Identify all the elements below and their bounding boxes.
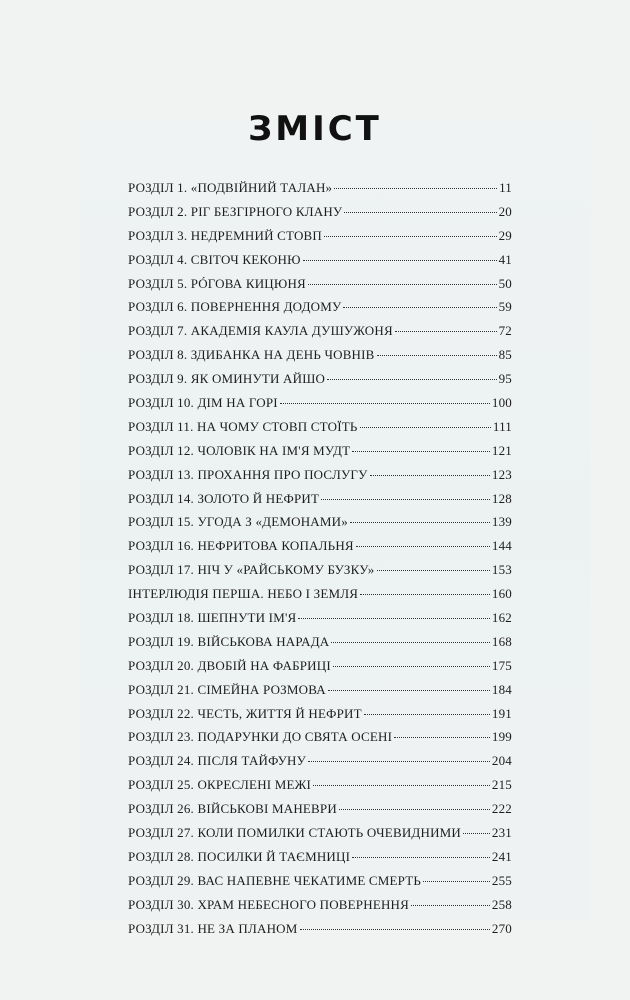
toc-entry-page: 153 (491, 562, 512, 578)
toc-dot-leader (308, 284, 497, 285)
toc-entry (128, 610, 512, 634)
toc-entry (128, 801, 512, 825)
toc-entry-title: РОЗДІЛ 10. ДІМ НА ГОРІ (128, 395, 278, 411)
toc-entry-title: РОЗДІЛ 1. «ПОДВІЙНИЙ ТАЛАН» (128, 180, 333, 195)
toc-dot-leader (463, 833, 490, 834)
toc-entry-page: 121 (491, 442, 512, 458)
toc-dot-leader (303, 260, 497, 261)
toc-entry (128, 634, 512, 658)
toc-entry (128, 252, 512, 276)
toc-entry-title: РОЗДІЛ 28. ПОСИЛКИ Й ТАЄМНИЦІ (128, 848, 351, 864)
toc-entry (128, 753, 512, 777)
toc-entry (128, 921, 512, 945)
toc-entry (128, 371, 512, 395)
toc-entry-page: 144 (491, 538, 512, 554)
toc-dot-leader (308, 761, 490, 762)
toc-entry-title: РОЗДІЛ 15. УГОДА З «ДЕМОНАМИ» (128, 514, 348, 530)
toc-dot-leader (300, 929, 490, 930)
toc-entry (128, 514, 512, 538)
toc-dot-leader (370, 475, 490, 476)
toc-entry-title: РОЗДІЛ 13. ПРОХАННЯ ПРО ПОСЛУГУ (128, 466, 368, 482)
toc-entry-title: РОЗДІЛ 25. ОКРЕСЛЕНІ МЕЖІ (128, 777, 312, 793)
toc-entry-title: РОЗДІЛ 3. НЕДРЕМНИЙ СТОВП (128, 227, 322, 243)
toc-entry-title: РОЗДІЛ 21. СІМЕЙНА РОЗМОВА (128, 681, 326, 697)
toc-entry (128, 395, 512, 419)
toc-entry-title: РОЗДІЛ 11. НА ЧОМУ СТОВП СТОЇТЬ (128, 418, 358, 434)
toc-entry-title: РОЗДІЛ 16. НЕФРИТОВА КОПАЛЬНЯ (128, 538, 354, 554)
toc-entry-title: РОЗДІЛ 2. РІГ БЕЗГІРНОГО КЛАНУ (128, 203, 343, 219)
toc-entry (128, 873, 512, 897)
toc-entry (128, 276, 512, 300)
toc-entry-title: РОЗДІЛ 20. ДВОБІЙ НА ФАБРИЦІ (128, 657, 331, 673)
toc-entry (128, 825, 512, 849)
toc-entry-page: 270 (491, 920, 512, 936)
toc-entry-page: 231 (491, 825, 512, 841)
toc-dot-leader (395, 331, 497, 332)
toc-entry-title: РОЗДІЛ 23. ПОДАРУНКИ ДО СВЯТА ОСЕНІ (128, 729, 393, 745)
toc-entry-page: 215 (491, 777, 512, 793)
toc-entry-title: РОЗДІЛ 31. НЕ ЗА ПЛАНОМ (128, 920, 298, 936)
toc-entry-page: 168 (491, 633, 512, 649)
toc-dot-leader (321, 499, 490, 500)
toc-entry-page: 100 (491, 395, 512, 411)
toc-entry-title: РОЗДІЛ 5. РÓГОВА КИЦЮНЯ (128, 275, 306, 291)
toc-dot-leader (331, 642, 489, 643)
toc-entry-page: 85 (498, 347, 512, 363)
toc-entry-page: 241 (491, 848, 512, 864)
toc-entry-page: 20 (498, 203, 512, 219)
page-title: ЗМІСТ (248, 108, 382, 149)
toc-entry-page: 160 (491, 586, 512, 602)
toc-entry-page: 255 (491, 872, 512, 888)
toc-dot-leader (327, 379, 496, 380)
toc-entry-page: 139 (491, 514, 512, 530)
toc-entry-page: 199 (491, 729, 512, 745)
toc-entry (128, 729, 512, 753)
toc-entry-page: 95 (498, 371, 512, 387)
toc-entry-title: РОЗДІЛ 9. ЯК ОМИНУТИ АЙШО (128, 371, 326, 387)
table-of-contents (128, 180, 512, 945)
toc-entry (128, 204, 512, 228)
toc-entry-title: РОЗДІЛ 7. АКАДЕМІЯ КАУЛА ДУШУЖОНЯ (128, 323, 393, 339)
toc-entry (128, 323, 512, 347)
toc-entry-title: РОЗДІЛ 6. ПОВЕРНЕННЯ ДОДОМУ (128, 299, 342, 315)
toc-entry-title: РОЗДІЛ 17. НІЧ У «РАЙСЬКОМУ БУЗКУ» (128, 562, 375, 578)
toc-entry (128, 228, 512, 252)
toc-dot-leader (377, 570, 490, 571)
toc-entry-page: 111 (492, 418, 512, 434)
toc-entry-page: 123 (491, 466, 512, 482)
toc-entry-page: 258 (491, 896, 512, 912)
toc-entry-page: 59 (498, 299, 512, 315)
toc-dot-leader (280, 403, 490, 404)
toc-dot-leader (324, 236, 497, 237)
toc-entry (128, 299, 512, 323)
toc-entry (128, 706, 512, 730)
toc-dot-leader (411, 905, 490, 906)
toc-entry-page: 11 (499, 180, 512, 195)
toc-entry (128, 419, 512, 443)
toc-entry-title: РОЗДІЛ 8. ЗДИБАНКА НА ДЕНЬ ЧОВНІВ (128, 347, 375, 363)
toc-dot-leader (339, 809, 490, 810)
toc-entry-page: 162 (491, 610, 512, 626)
toc-dot-leader (360, 594, 490, 595)
toc-dot-leader (394, 737, 490, 738)
toc-entry (128, 586, 512, 610)
toc-entry-title: РОЗДІЛ 14. ЗОЛОТО Й НЕФРИТ (128, 490, 320, 506)
toc-entry-page: 222 (491, 801, 512, 817)
toc-entry (128, 538, 512, 562)
toc-entry-page: 29 (498, 227, 512, 243)
toc-entry-title: РОЗДІЛ 4. СВІТОЧ КЕКОНЮ (128, 251, 301, 267)
toc-entry-title: РОЗДІЛ 29. ВАС НАПЕВНЕ ЧЕКАТИМЕ СМЕРТЬ (128, 872, 422, 888)
toc-dot-leader (344, 212, 496, 213)
toc-entry-page: 175 (491, 657, 512, 673)
toc-entry-page: 72 (498, 323, 512, 339)
toc-entry-page: 191 (491, 705, 512, 721)
toc-entry (128, 849, 512, 873)
toc-entry-page: 184 (491, 681, 512, 697)
toc-dot-leader (328, 690, 490, 691)
toc-entry (128, 467, 512, 491)
toc-dot-leader (313, 785, 490, 786)
toc-dot-leader (423, 881, 490, 882)
toc-entry (128, 180, 512, 204)
toc-entry (128, 658, 512, 682)
toc-entry (128, 443, 512, 467)
toc-entry-page: 204 (491, 753, 512, 769)
toc-entry-page: 128 (491, 490, 512, 506)
toc-dot-leader (333, 666, 490, 667)
toc-dot-leader (360, 427, 491, 428)
toc-dot-leader (334, 188, 497, 189)
toc-entry (128, 777, 512, 801)
toc-entry-title: РОЗДІЛ 26. ВІЙСЬКОВІ МАНЕВРИ (128, 801, 337, 817)
toc-entry-title: РОЗДІЛ 30. ХРАМ НЕБЕСНОГО ПОВЕРНЕННЯ (128, 896, 410, 912)
toc-dot-leader (377, 355, 497, 356)
toc-dot-leader (298, 618, 490, 619)
toc-entry (128, 682, 512, 706)
toc-entry-page: 41 (498, 251, 512, 267)
toc-entry (128, 347, 512, 371)
toc-entry-title: РОЗДІЛ 18. ШЕПНУТИ ІМ'Я (128, 610, 297, 626)
toc-entry-title: ІНТЕРЛЮДІЯ ПЕРША. НЕБО І ЗЕМЛЯ (128, 586, 359, 602)
toc-entry (128, 491, 512, 515)
toc-dot-leader (343, 307, 496, 308)
toc-entry-title: РОЗДІЛ 19. ВІЙСЬКОВА НАРАДА (128, 633, 330, 649)
toc-entry-title: РОЗДІЛ 27. КОЛИ ПОМИЛКИ СТАЮТЬ ОЧЕВИДНИМИ (128, 825, 462, 841)
toc-entry-title: РОЗДІЛ 22. ЧЕСТЬ, ЖИТТЯ Й НЕФРИТ (128, 705, 362, 721)
toc-entry (128, 897, 512, 921)
toc-dot-leader (350, 522, 490, 523)
toc-entry-title: РОЗДІЛ 12. ЧОЛОВІК НА ІМ'Я МУДТ (128, 442, 351, 458)
toc-entry (128, 562, 512, 586)
toc-entry-title: РОЗДІЛ 24. ПІСЛЯ ТАЙФУНУ (128, 753, 307, 769)
toc-entry-page: 50 (498, 275, 512, 291)
toc-dot-leader (364, 714, 490, 715)
toc-dot-leader (352, 451, 490, 452)
toc-dot-leader (356, 546, 490, 547)
toc-dot-leader (352, 857, 490, 858)
